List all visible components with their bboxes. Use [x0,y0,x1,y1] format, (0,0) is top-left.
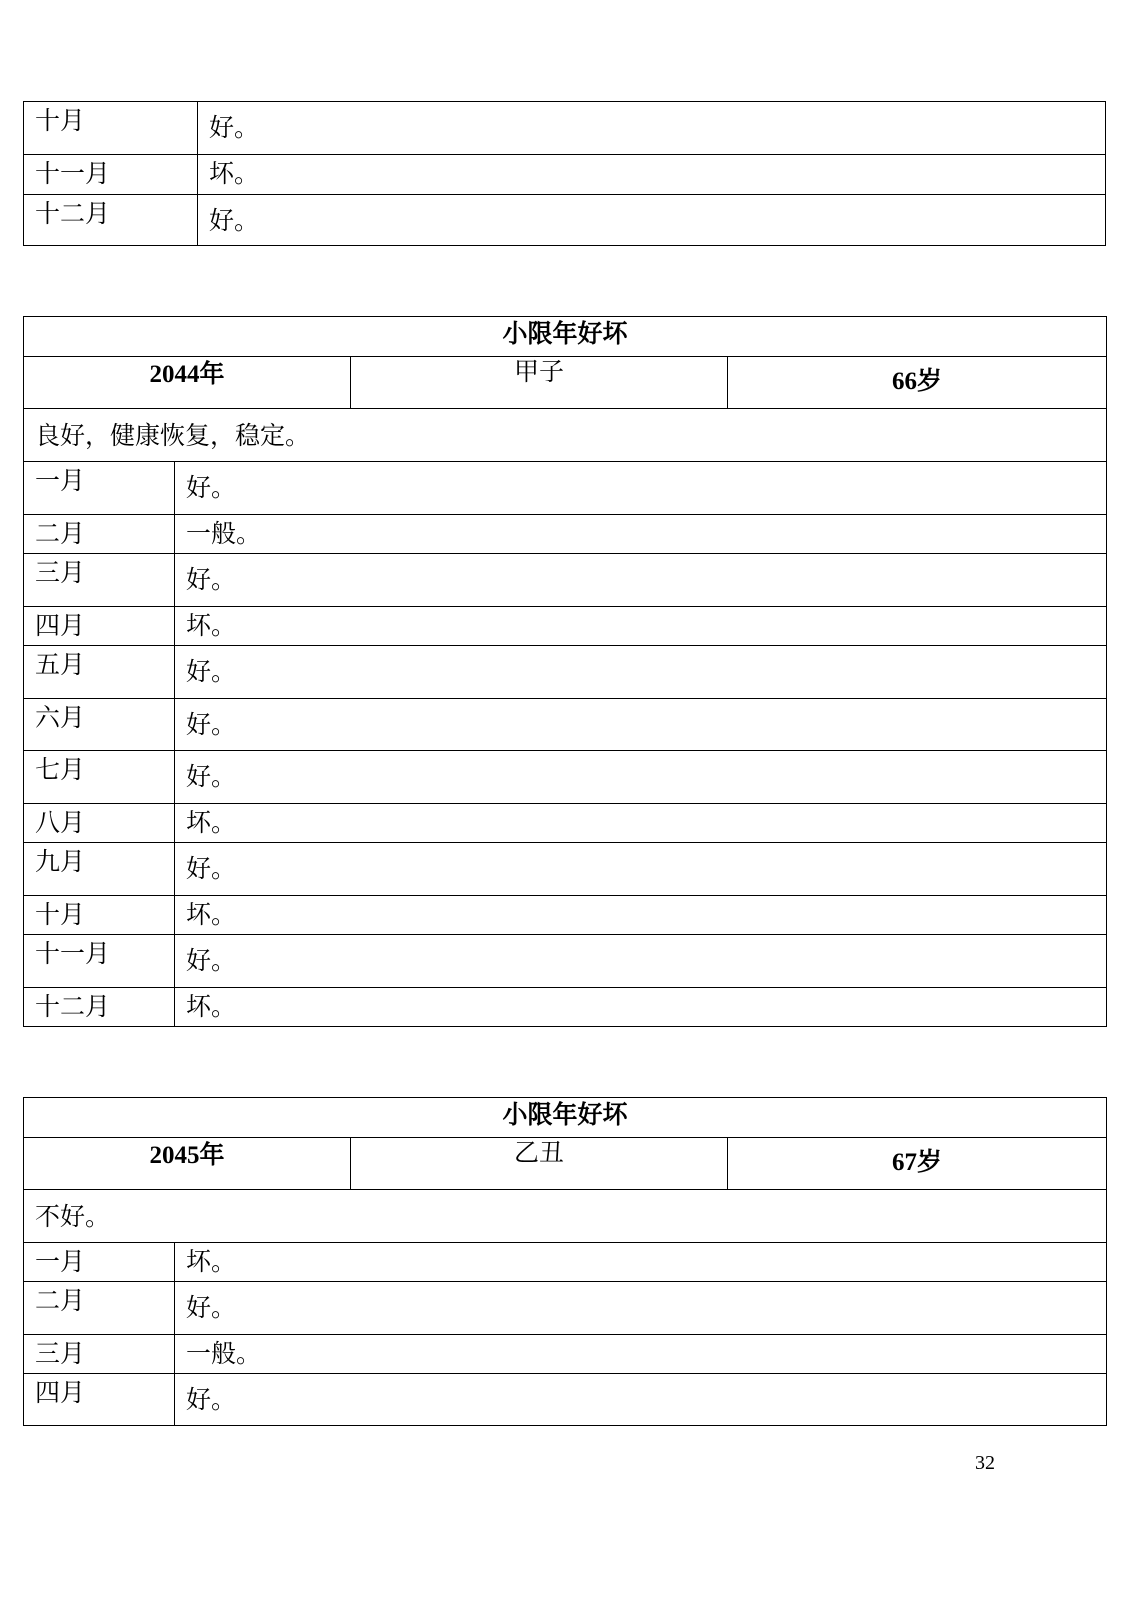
month-row [24,935,1107,988]
month-value: 好。 [175,554,1107,607]
year-cell: 2044年 [24,357,351,409]
month-value: 一般。 [175,1335,1107,1374]
month-label: 十一月 [24,935,175,988]
month-value: 坏。 [175,607,1107,646]
page-number: 32 [975,1452,995,1474]
year-header-row [24,357,1107,409]
month-row [24,1282,1107,1335]
month-row [24,751,1107,804]
month-label: 三月 [24,554,175,607]
month-row [24,515,1107,554]
previous-year-tail-table [23,101,1106,246]
month-value: 好。 [175,646,1107,699]
month-label: 十月 [24,102,198,155]
month-value: 好。 [175,751,1107,804]
month-label: 十一月 [24,155,198,195]
month-value: 一般。 [175,515,1107,554]
month-value: 好。 [175,462,1107,515]
table-title-row [24,317,1107,357]
month-label: 四月 [24,607,175,646]
table-title-row [24,1098,1107,1138]
table-title: 小限年好坏 [24,317,1107,357]
summary-row [24,409,1107,462]
month-value: 好。 [175,1374,1107,1426]
month-row [24,155,1106,195]
month-label: 七月 [24,751,175,804]
month-value: 好。 [198,102,1106,155]
month-value: 坏。 [175,1243,1107,1282]
ganzhi-cell: 甲子 [351,357,728,409]
month-row [24,843,1107,896]
month-label: 一月 [24,1243,175,1282]
month-value: 好。 [175,935,1107,988]
year-2044-table [23,316,1107,1027]
table-title: 小限年好坏 [24,1098,1107,1138]
month-label: 十二月 [24,195,198,246]
month-row [24,896,1107,935]
age-cell: 67岁 [728,1138,1107,1190]
year-2045-table [23,1097,1107,1426]
month-row [24,646,1107,699]
month-row [24,699,1107,751]
month-value: 好。 [198,195,1106,246]
month-row [24,1335,1107,1374]
month-value: 坏。 [175,988,1107,1027]
year-summary: 不好。 [24,1190,1107,1243]
ganzhi-cell: 乙丑 [351,1138,728,1190]
year-summary: 良好，健康恢复，稳定。 [24,409,1107,462]
month-row [24,1374,1107,1426]
month-row [24,462,1107,515]
month-value: 坏。 [175,804,1107,843]
month-label: 四月 [24,1374,175,1426]
month-label: 三月 [24,1335,175,1374]
month-label: 九月 [24,843,175,896]
month-value: 好。 [175,843,1107,896]
month-row [24,1243,1107,1282]
month-value: 坏。 [198,155,1106,195]
month-row [24,102,1106,155]
age-cell: 66岁 [728,357,1107,409]
month-label: 十二月 [24,988,175,1027]
month-label: 六月 [24,699,175,751]
month-row [24,195,1106,246]
month-value: 好。 [175,699,1107,751]
month-row [24,554,1107,607]
summary-row [24,1190,1107,1243]
month-label: 十月 [24,896,175,935]
month-label: 八月 [24,804,175,843]
month-row [24,988,1107,1027]
month-row [24,607,1107,646]
year-header-row [24,1138,1107,1190]
month-label: 二月 [24,515,175,554]
month-label: 一月 [24,462,175,515]
month-label: 五月 [24,646,175,699]
year-cell: 2045年 [24,1138,351,1190]
month-row [24,804,1107,843]
month-value: 好。 [175,1282,1107,1335]
month-value: 坏。 [175,896,1107,935]
month-label: 二月 [24,1282,175,1335]
